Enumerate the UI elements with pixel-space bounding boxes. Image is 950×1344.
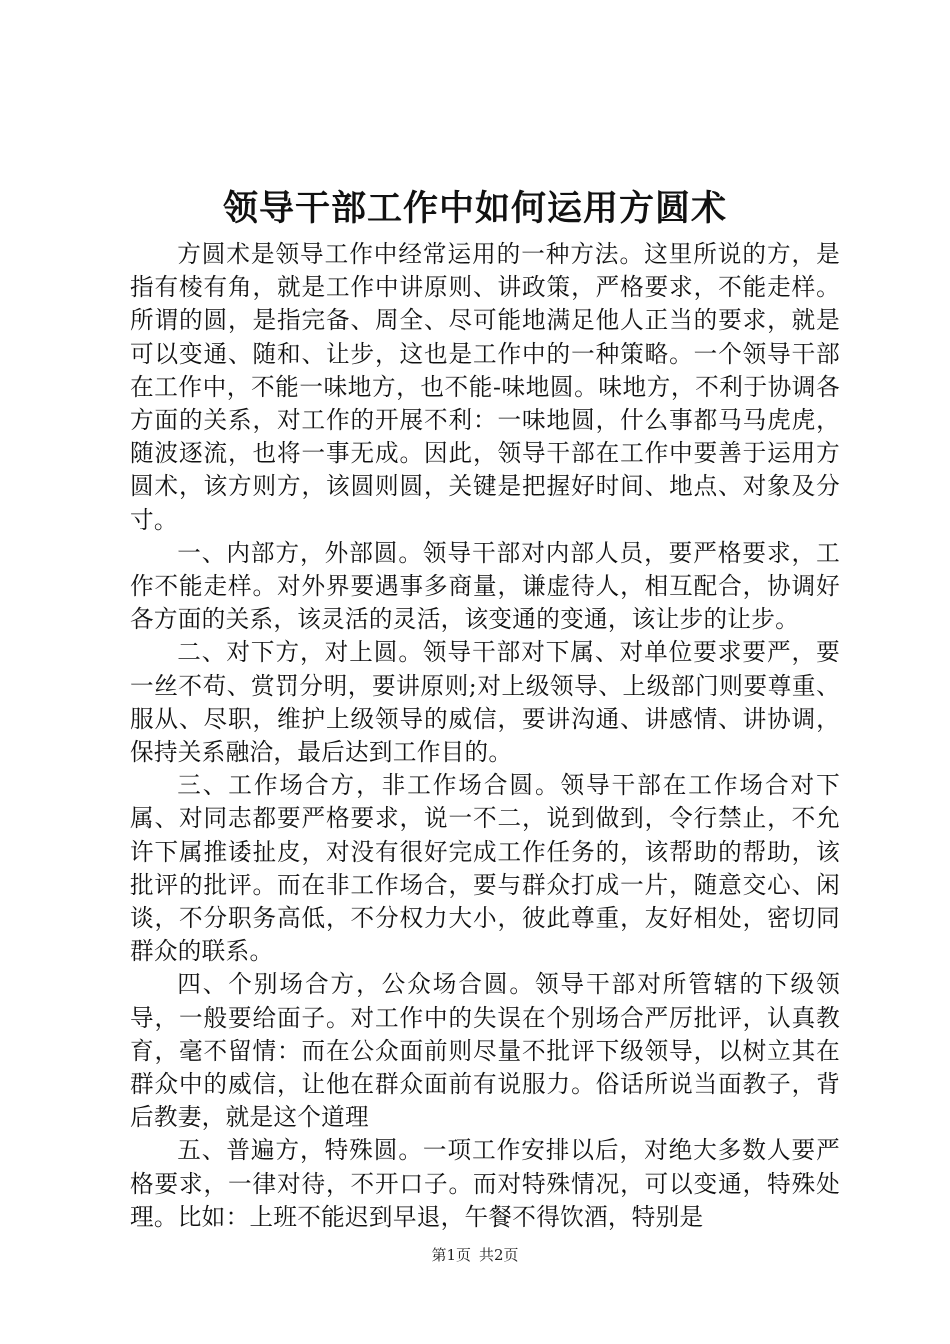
page-number: 第1页 [431,1246,471,1264]
page-total: 共2页 [479,1246,519,1264]
page-footer [0,1245,950,1265]
paragraph-point-3: 三、工作场合方，非工作场合圆。领导干部在工作场合对下属、对同志都要严格要求，说一不二，说到做到，令行禁止，不允许下属推诿扯皮，对没有很好完成工作任务的，该帮助的帮助，该批评的批评。而在非工作场合，要与群众打成一片，随意交心、闲谈，不分职务高低，不分权力大小，彼此尊重，友好相处，密切同群众的联系。 [130,771,840,966]
document-body [130,238,840,1234]
paragraph-point-2: 二、对下方，对上圆。领导干部对下属、对单位要求要严，要一丝不苟、赏罚分明，要讲原则;对上级领导、上级部门则要尊重、服从、尽职，维护上级领导的威信，要讲沟通、讲感情、讲协调，保持关系融洽，最后达到工作目的。 [130,638,840,767]
paragraph-point-4: 四、个别场合方，公众场合圆。领导干部对所管辖的下级领导，一般要给面子。对工作中的失误在个别场合严厉批评，认真教育，毫不留情：而在公众面前则尽量不批评下级领导，以树立其在群众中的威信，让他在群众面前有说服力。俗话所说当面教子，背后教妻，就是这个道理 [130,970,840,1132]
document-title: 领导干部工作中如何运用方圆术 [222,188,727,229]
paragraph-point-1: 一、内部方，外部圆。领导干部对内部人员，要严格要求，工作不能走样。对外界要遇事多商量，谦虚待人，相互配合，协调好各方面的关系，该灵活的灵活，该变通的变通，该让步的让步。 [130,538,840,634]
paragraph-intro: 方圆术是领导工作中经常运用的一种方法。这里所说的方，是指有棱有角，就是工作中讲原则、讲政策，严格要求，不能走样。所谓的圆，是指完备、周全、尽可能地满足他人正当的要求，就是可以变通、随和、让步，这也是工作中的一种策略。一个领导干部在工作中，不能一味地方，也不能-味地圆。味地方，不利于协调各方面的关系，对工作的开展不利：一味地圆，什么事都马马虎虎，随波逐流，也将一事无成。因此，领导干部在工作中要善于运用方圆术，该方则方，该圆则圆，关键是把握好时间、地点、对象及分寸。 [130,240,840,534]
paragraph-point-5: 五、普遍方，特殊圆。一项工作安排以后，对绝大多数人要严格要求，一律对待，不开口子。而对特殊情况，可以变通，特殊处理。比如：上班不能迟到早退，午餐不得饮酒，特别是 [130,1136,840,1231]
